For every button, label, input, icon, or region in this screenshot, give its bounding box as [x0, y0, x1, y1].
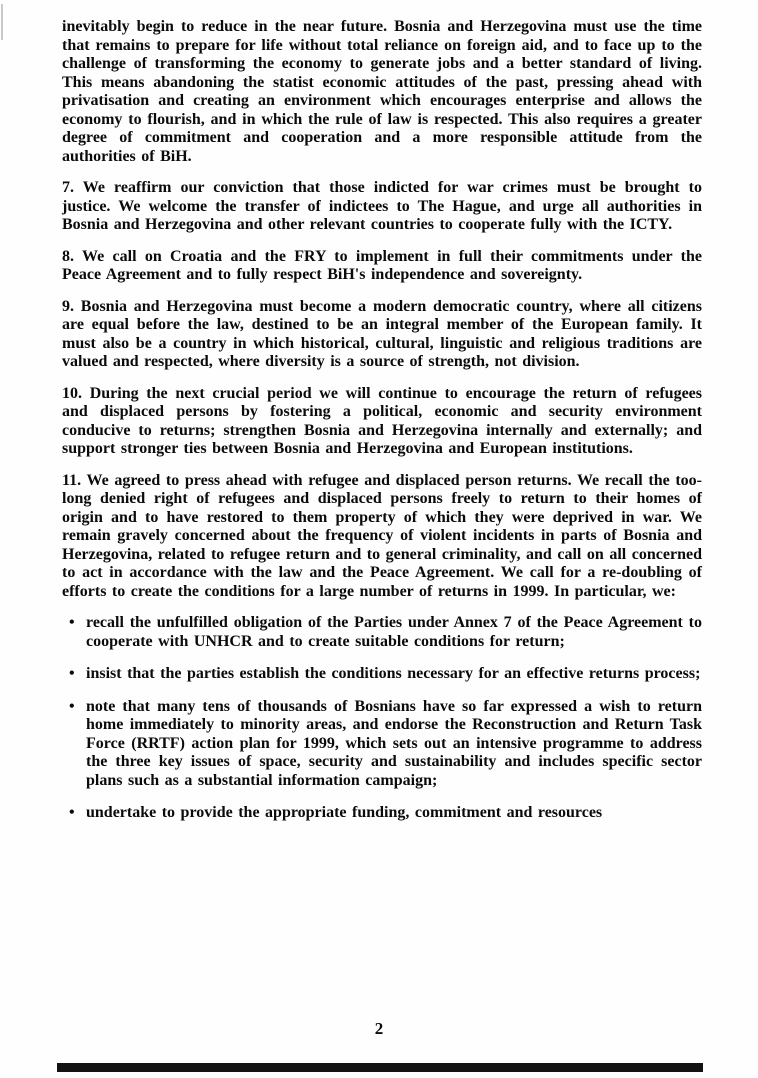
bullet-text: note that many tens of thousands of Bosnians have so far expressed a wish to return home immediately to minority areas, and endorse the Reconstruction and Return Task Force (RRTF) action plan for 1999, which sets out an intensive programme to address the three key issues of space, security and sustainability and includes specific sector plans such as a substantial information campaign;	[86, 697, 702, 789]
bullet-icon: •	[69, 614, 75, 631]
scan-artifact-bar	[57, 1063, 703, 1072]
bullet-text: insist that the parties establish the conditions necessary for an effective returns process;	[86, 665, 701, 682]
bullet-item-insist	[62, 665, 702, 684]
document-body	[62, 18, 702, 837]
paragraph-9: 9. Bosnia and Herzegovina must become a modern democratic country, where all citizens are equal before the law, destined to be an integral member of the European family. It must also be a country in which historical, cultural, linguistic and religious traditions are valued and respected, where diversity is a source of strength, not division.	[62, 297, 702, 370]
bullet-item-recall	[62, 614, 702, 651]
paragraph-10: 10. During the next crucial period we will continue to encourage the return of refugees and displaced persons by fostering a political, economic and security environment conducive to returns; strengthen Bosnia and Herzegovina internally and externally; and support stronger ties between Bosnia and Herzegovina and European institutions.	[62, 384, 702, 457]
paragraph-7: 7. We reaffirm our conviction that those indicted for war crimes must be brought to justice. We welcome the transfer of indictees to The Hague, and urge all authorities in Bosnia and Herzegovina and other relevant countries to cooperate fully with the ICTY.	[62, 179, 702, 233]
paragraph-11: 11. We agreed to press ahead with refugee and displaced person returns. We recall the too-long denied right of refugees and displaced persons freely to return to their homes of origin and to have restored to them property of which they were deprived in war. We remain gravely concerned about the frequency of violent incidents in parts of Bosnia and Herzegovina, related to refugee return and to general criminality, and call on all concerned to act in accordance with the law and the Peace Agreement. We call for a re-doubling of efforts to create the conditions for a large number of returns in 1999. In particular, we:	[62, 471, 702, 600]
paragraph-continuation: inevitably begin to reduce in the near future. Bosnia and Herzegovina must use the time that remains to prepare for life without total reliance on foreign aid, and to face up to the challenge of transforming the economy to generate jobs and a better standard of living. This means abandoning the statist economic attitudes of the past, pressing ahead with privatisation and creating an environment which encourages enterprise and allows the economy to flourish, and in which the rule of law is respected. This also requires a greater degree of commitment and cooperation and a more responsible attitude from the authorities of BiH.	[62, 18, 702, 165]
bullet-text: recall the unfulfilled obligation of the Parties under Annex 7 of the Peace Agreement to cooperate with UNHCR and to create suitable conditions for return;	[86, 614, 702, 650]
bullet-item-note	[62, 698, 702, 791]
bullet-text: undertake to provide the appropriate funding, commitment and resources	[86, 804, 603, 821]
bullet-icon: •	[69, 697, 75, 715]
bullet-list	[62, 614, 702, 823]
page-number: 2	[374, 1019, 384, 1038]
bullet-icon: •	[69, 665, 75, 682]
scan-edge-artifact	[1, 4, 3, 40]
bullet-item-undertake	[62, 804, 702, 823]
bullet-icon: •	[69, 804, 75, 821]
paragraph-8: 8. We call on Croatia and the FRY to implement in full their commitments under the Peace Agreement and to fully respect BiH's independence and sovereignty.	[62, 247, 702, 283]
